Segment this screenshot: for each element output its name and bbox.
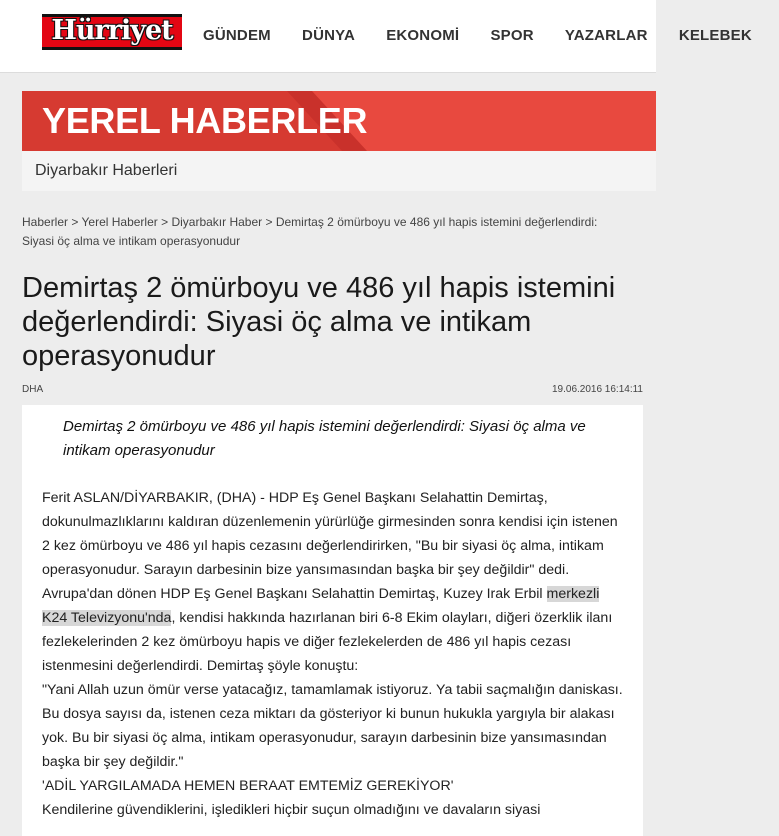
text-segment: Avrupa'dan dönen HDP Eş Genel Başkanı Selahattin Demirtaş, Kuzey Irak Erbil <box>42 586 547 602</box>
breadcrumb-item-diyarbakir-haber[interactable]: Diyarbakır Haber <box>171 215 263 229</box>
section-title[interactable]: YEREL HABERLER <box>42 100 368 141</box>
paragraph: Kendilerine güvendiklerini, işledikleri hiçbir suçun olmadığını ve davaların siyasi <box>42 802 541 818</box>
article-date: 19.06.2016 16:14:11 <box>551 384 643 395</box>
nav-item-dunya[interactable]: DÜNYA <box>302 27 356 44</box>
top-navigation-bar <box>0 0 752 73</box>
section-banner <box>22 91 656 151</box>
subheading: 'ADİL YARGILAMADA HEMEN BERAAT EMTEMİZ GEREKİYOR' <box>42 778 454 794</box>
subsection-link[interactable]: Diyarbakır Haberleri <box>35 162 178 179</box>
highlighted-text[interactable]: merkezli K24 Televizyonu'nda <box>42 586 600 626</box>
nav-item-yazarlar[interactable]: YAZARLAR <box>564 27 648 44</box>
breadcrumb-separator: > <box>161 215 172 229</box>
breadcrumb-item-haberler[interactable]: Haberler <box>22 215 69 229</box>
article-headline: Demirtaş 2 ömürboyu ve 486 yıl hapis istemini değerlendirdi: Siyasi öç alma ve intikam operasyonudur <box>22 272 616 372</box>
breadcrumb-separator: > <box>265 215 276 229</box>
main-nav <box>203 27 779 44</box>
article-source: DHA <box>22 384 44 395</box>
article-text <box>42 486 624 822</box>
logo-text: Hürriyet <box>51 15 173 46</box>
breadcrumb <box>22 213 632 251</box>
nav-item-gundem[interactable]: GÜNDEM <box>203 27 271 44</box>
hurriyet-logo[interactable] <box>42 14 182 50</box>
breadcrumb-item-yerel-haberler[interactable]: Yerel Haberler <box>81 215 158 229</box>
nav-item-spor[interactable]: SPOR <box>490 27 534 44</box>
section-header <box>22 91 656 191</box>
nav-item-ekonomi[interactable]: EKONOMİ <box>386 27 460 44</box>
article-body <box>22 405 643 836</box>
breadcrumb-current: Demirtaş 2 ömürboyu ve 486 yıl hapis istemini değerlendirdi: Siyasi öç alma ve intikam operasyonudur <box>22 215 598 248</box>
breadcrumb-separator: > <box>71 215 82 229</box>
text-segment: , kendisi hakkında hazırlanan biri 6-8 Ekim olayları, diğeri özerklik ilanı fezlekelerinden 2 kez ömürboyu hapis ve diğer fezlekelerden de 486 yıl hapis cezası istenmesini değerlendirdi. Demirtaş şöyle konuştu: <box>42 610 613 674</box>
article-lead: Demirtaş 2 ömürboyu ve 486 yıl hapis istemini değerlendirdi: Siyasi öç alma ve intikam operasyonudur <box>63 418 586 459</box>
nav-item-kelebek[interactable]: KELEBEK <box>678 27 752 44</box>
paragraph: Ferit ASLAN/DİYARBAKIR, (DHA) - HDP Eş Genel Başkanı Selahattin Demirtaş, dokunulmazlıklarını kaldıran düzenlemenin yürürlüğe girmesinden sonra kendisi için istenen 2 kez ömürboyu ve 486 yıl hapis cezasını değerlendirirken, "Bu bir siyasi öç alma, intikam operasyonudur. Sarayın darbesinin bize yansımasından başka bir şey değildir" dedi. <box>42 490 618 578</box>
paragraph: "Yani Allah uzun ömür verse yatacağız, tamamlamak istiyoruz. Ya tabii saçmalığın daniskası. Bu dosya sayısı da, istenen ceza miktarı da gösteriyor ki bunun hukukla yargıyla bir alakası yok. Bu bir siyasi öç alma, intikam operasyonudur, sarayın darbesinin bize yansımasından başka bir şey değildir." <box>42 682 623 770</box>
paragraph <box>42 582 624 678</box>
